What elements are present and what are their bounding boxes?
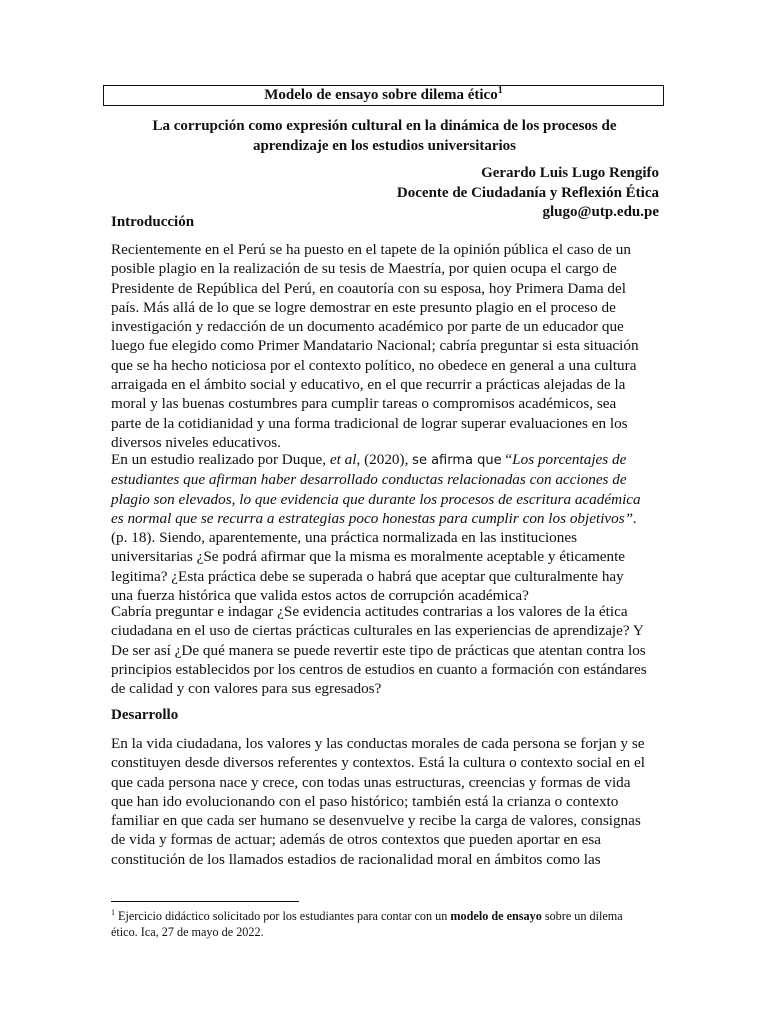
footnote-line	[111, 905, 667, 925]
footnote-separator	[111, 901, 299, 902]
quote-text: plagio son elevados, lo que evidencia que durante los procesos de escritura académica	[111, 490, 641, 508]
text-line: país. Más allá de lo que se logre demostrar en este presunto plagio en el proceso de	[111, 298, 616, 316]
development-heading: Desarrollo	[111, 707, 179, 723]
text-line: de vida y formas de actuar; además de otros contextos que pueden aportar en esa	[111, 831, 602, 849]
footnote-mark: 1	[111, 908, 115, 917]
text-line: universitarias ¿Se podrá afirmar que la misma es moralmente aceptable y éticamente	[111, 548, 626, 566]
text-run: , (2020),	[356, 451, 413, 468]
paragraph-intro-3	[111, 602, 667, 698]
text-line: (p. 18). Siendo, aparentemente, una práctica normalizada en las instituciones	[111, 529, 577, 547]
text-line: moral y las buenas costumbres para cumplir tareas o compromisos académicos, sea	[111, 395, 617, 413]
text-line: una fuerza histórica que valida estos actos de corrupción académica?	[111, 587, 529, 605]
quote-text: es normal que se recurra a estrategias poco honestas para cumplir con los objetivos	[111, 509, 625, 527]
quote-text: estudiantes que afirman haber desarrollado conductas relacionadas con acciones de	[111, 471, 627, 489]
paragraph-intro-1	[111, 240, 667, 452]
text-line: posible plagio en la realización de su tesis de Maestría, por quien ocupa el cargo de	[111, 260, 617, 278]
author-block	[397, 164, 659, 223]
text-line: que se ha hecho noticiosa por el contexto político, no obedece en general a una cultura	[111, 356, 637, 374]
text-line: familiar en que cada ser humano se desenvuelve y recibe la carga de valores, consignas	[111, 812, 641, 830]
text-line: luego fue elegido como Primer Mandatario Nacional; cabría preguntar si esta situación	[111, 337, 639, 355]
text-line: arraigada en el ámbito social y educativo, en el que recurrir a prácticas alejadas de la	[111, 376, 626, 394]
subtitle-line: aprendizaje en los estudios universitarios	[252, 138, 517, 154]
open-quote: “	[501, 451, 513, 468]
text-line: constituyen desde diversos referentes y contextos. Está la cultura o contexto social en el	[111, 754, 645, 772]
text-line: ciudadana en el uso de ciertas prácticas culturales en las experiencias de aprendizaje? Y	[111, 622, 644, 640]
footnote	[111, 905, 667, 940]
author-email: glugo@utp.edu.pe	[542, 204, 659, 220]
text-run: Ejercicio didáctico solicitado por los estudiantes para contar con un	[115, 909, 451, 924]
quote-text: Los porcentajes de	[512, 451, 627, 468]
text-line: legitima? ¿Esta práctica debe se superada o habrá que aceptar que culturalmente hay	[111, 567, 624, 585]
document-title: Modelo de ensayo sobre dilema ético	[264, 87, 498, 103]
essay-subtitle	[103, 116, 666, 156]
subtitle-line: La corrupción como expresión cultural en la dinámica de los procesos de	[152, 118, 617, 134]
text-line: Presidente de República del Perú, en coautoría con su esposa, hoy Primera Dama del	[111, 279, 626, 297]
citation-etal: et al	[329, 451, 357, 468]
text-line	[111, 450, 667, 470]
text-line: Recientemente en el Perú se ha puesto en el tapete de la opinión pública el caso de un	[111, 241, 631, 258]
paragraph-intro-2	[111, 450, 667, 605]
text-line: constitución de los llamados estadios de racionalidad moral en ámbitos como las	[111, 850, 601, 868]
text-line	[111, 509, 667, 528]
text-line: que cada persona nace y crece, con todas unas estructuras, creencias y formas de vida	[111, 773, 631, 791]
author-name: Gerardo Luis Lugo Rengifo	[481, 165, 659, 181]
author-role: Docente de Ciudadanía y Reflexión Ética	[396, 184, 659, 201]
paragraph-development-1	[111, 734, 667, 869]
text-line: de calidad y con valores para sus egresados?	[111, 680, 382, 698]
text-line: De ser así ¿De qué manera se puede revertir este tipo de prácticas que atentan contra los	[111, 641, 646, 659]
text-line: principios establecidos por los centros de estudios en cuanto a formación con estándares	[111, 660, 647, 678]
text-line	[111, 490, 667, 509]
title-footnote-mark: 1	[497, 85, 503, 96]
text-run: En un estudio realizado por Duque,	[111, 451, 330, 468]
text-run: sobre un dilema	[541, 909, 623, 924]
text-run-mono: se afirma que	[412, 453, 502, 468]
text-line: investigación y redacción de un documento académico por parte de un educador que	[111, 318, 624, 336]
text-line: Cabría preguntar e indagar ¿Se evidencia actitudes contrarias a los valores de la ética	[111, 603, 628, 620]
text-line: que han ido evolucionando con el paso histórico; también está la crianza o contexto	[111, 792, 619, 810]
footnote-line: ético. Ica, 27 de mayo de 2022.	[111, 924, 264, 939]
footnote-bold-text: modelo de ensayo	[450, 909, 542, 924]
text-line	[111, 470, 667, 489]
introduction-heading: Introducción	[111, 214, 195, 230]
text-line: En la vida ciudadana, los valores y las conductas morales de cada persona se forjan y se	[111, 735, 645, 752]
text-line: parte de la cotidianidad y una forma tradicional de lograr superar evaluaciones en los	[111, 414, 628, 432]
document-title-box	[103, 85, 664, 106]
text-line: diversos niveles educativos.	[111, 433, 281, 451]
close-quote: ”.	[624, 509, 637, 527]
